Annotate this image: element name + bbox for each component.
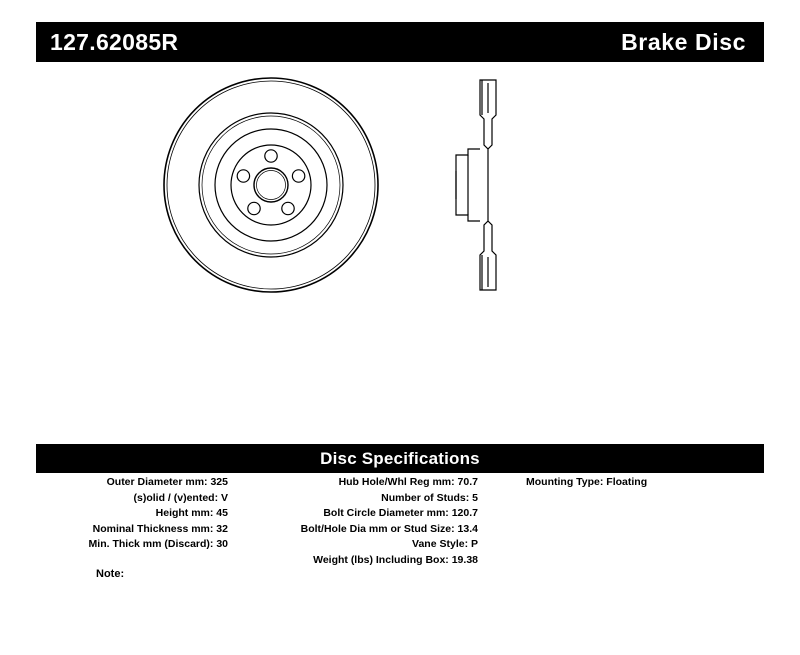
part-number: 127.62085R <box>50 28 179 55</box>
rotor-front-view <box>164 78 378 292</box>
spec-item: Number of Studs: 5 <box>381 491 478 504</box>
spec-item: Hub Hole/Whl Reg mm: 70.7 <box>338 476 478 488</box>
note-label: Note: <box>96 568 125 580</box>
product-type-label: Brake Disc <box>621 28 746 55</box>
spec-item: Weight (lbs) Including Box: 19.38 <box>313 553 478 566</box>
spec-item: Vane Style: P <box>412 538 478 550</box>
spec-item: Bolt Circle Diameter mm: 120.7 <box>323 507 478 519</box>
spec-item: Bolt/Hole Dia mm or Stud Size: 13.4 <box>300 522 478 535</box>
spec-item: Min. Thick mm (Discard): 30 <box>88 538 228 550</box>
spec-item: Nominal Thickness mm: 32 <box>92 522 228 535</box>
spec-item: Height mm: 45 <box>155 507 228 519</box>
specs-column-right <box>486 475 764 491</box>
spec-item: Outer Diameter mm: 325 <box>106 476 228 488</box>
specs-title: Disc Specifications <box>320 448 480 468</box>
spec-item: Mounting Type: Floating <box>526 476 648 488</box>
specs-column-middle <box>236 475 486 568</box>
spec-item: (s)olid / (v)ented: V <box>133 491 228 504</box>
specs-title-bar <box>36 444 764 473</box>
product-drawing <box>36 75 764 425</box>
specs-column-left <box>36 475 236 553</box>
note-row <box>36 568 764 580</box>
header-bar <box>36 22 764 62</box>
rotor-side-section-view <box>456 80 496 290</box>
